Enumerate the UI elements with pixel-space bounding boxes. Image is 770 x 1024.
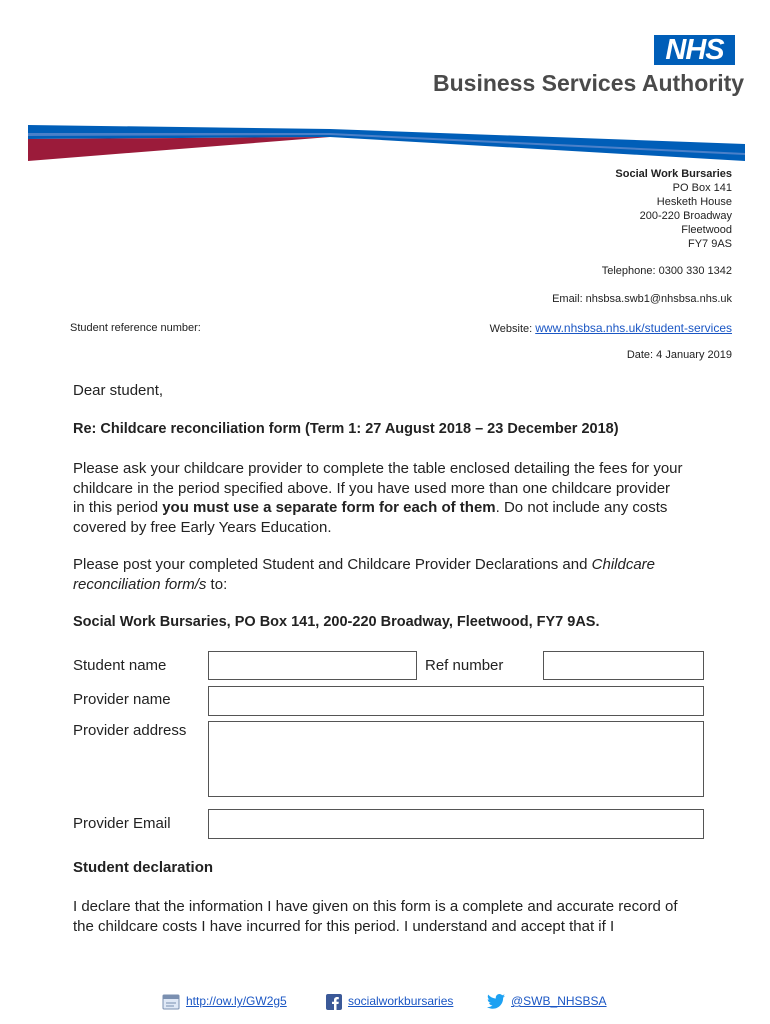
footer-link-web[interactable]: http://ow.ly/GW2g5 xyxy=(186,994,287,1009)
declaration-text: I declare that the information I have given on this form is a complete and accurate record of the childcare costs I have incurred for this period. I understand and accept that if I xyxy=(73,898,678,935)
provider-email-field[interactable] xyxy=(208,809,704,839)
footer-link-facebook[interactable]: socialworkbursaries xyxy=(348,994,454,1009)
address-website xyxy=(490,321,732,335)
web-icon xyxy=(162,994,180,1010)
letter-date: Date: 4 January 2019 xyxy=(626,349,732,361)
subject-line: Re: Childcare reconciliation form (Term 1: 27 August 2018 – 23 December 2018) xyxy=(73,421,619,437)
provider-name-field[interactable] xyxy=(208,686,704,716)
greeting: Dear student, xyxy=(73,382,164,399)
paragraph-post-text: Please post your completed Student and Childcare Provider Declarations and xyxy=(73,556,592,573)
footer-link-twitter[interactable]: @SWB_NHSBSA xyxy=(511,994,607,1008)
paragraph-instructions-emphasis: you must use a separate form for each of them xyxy=(162,499,496,516)
provider-name-label: Provider name xyxy=(73,691,171,708)
address-dept: Social Work Bursaries xyxy=(615,168,732,180)
nhs-logo: NHS xyxy=(654,35,735,65)
twitter-icon xyxy=(487,994,505,1009)
footer-twitter xyxy=(487,994,607,1009)
facebook-icon xyxy=(326,994,342,1010)
banner-red-stripe xyxy=(28,137,330,161)
paragraph-post-italic: Childcare reconciliation form/s xyxy=(73,556,656,593)
paragraph-post-tail: to: xyxy=(206,575,228,593)
address-line1: PO Box 141 xyxy=(672,182,732,194)
website-link[interactable]: www.nhsbsa.nhs.uk/student-services xyxy=(535,321,732,335)
footer-facebook xyxy=(326,994,453,1010)
paragraph-instructions xyxy=(73,459,683,537)
post-address: Social Work Bursaries, PO Box 141, 200-220 Broadway, Fleetwood, FY7 9AS. xyxy=(73,614,600,630)
paragraph-post xyxy=(73,555,693,594)
student-ref-label: Student reference number: xyxy=(70,322,201,334)
website-label: Website: xyxy=(489,323,536,335)
student-name-field[interactable] xyxy=(208,651,417,680)
ref-number-label: Ref number xyxy=(425,657,504,674)
org-name: Business Services Authority xyxy=(433,70,745,96)
address-line3: 200-220 Broadway xyxy=(639,210,732,222)
address-postcode: FY7 9AS xyxy=(687,238,732,250)
paragraph-instructions-text: Please ask your childcare provider to complete the table enclosed detailing the fees for your childcare in the period specified above. If you have used more than one childcare provider in this period xyxy=(73,460,683,516)
paragraph-instructions-tail: . Do not include any costs covered by free Early Years Education. xyxy=(73,499,668,536)
address-line2: Hesketh House xyxy=(656,196,732,208)
provider-address-field[interactable] xyxy=(208,721,704,797)
ref-number-field[interactable] xyxy=(543,651,704,680)
header-banner xyxy=(0,115,770,175)
address-email: Email: nhsbsa.swb1@nhsbsa.nhs.uk xyxy=(552,293,732,305)
declaration-heading: Student declaration xyxy=(73,859,214,876)
provider-address-label: Provider address xyxy=(73,722,187,739)
student-name-label: Student name xyxy=(73,657,167,674)
address-telephone: Telephone: 0300 330 1342 xyxy=(601,265,732,277)
address-line4: Fleetwood xyxy=(681,224,732,236)
provider-email-label: Provider Email xyxy=(73,815,171,832)
footer-web xyxy=(162,994,287,1010)
